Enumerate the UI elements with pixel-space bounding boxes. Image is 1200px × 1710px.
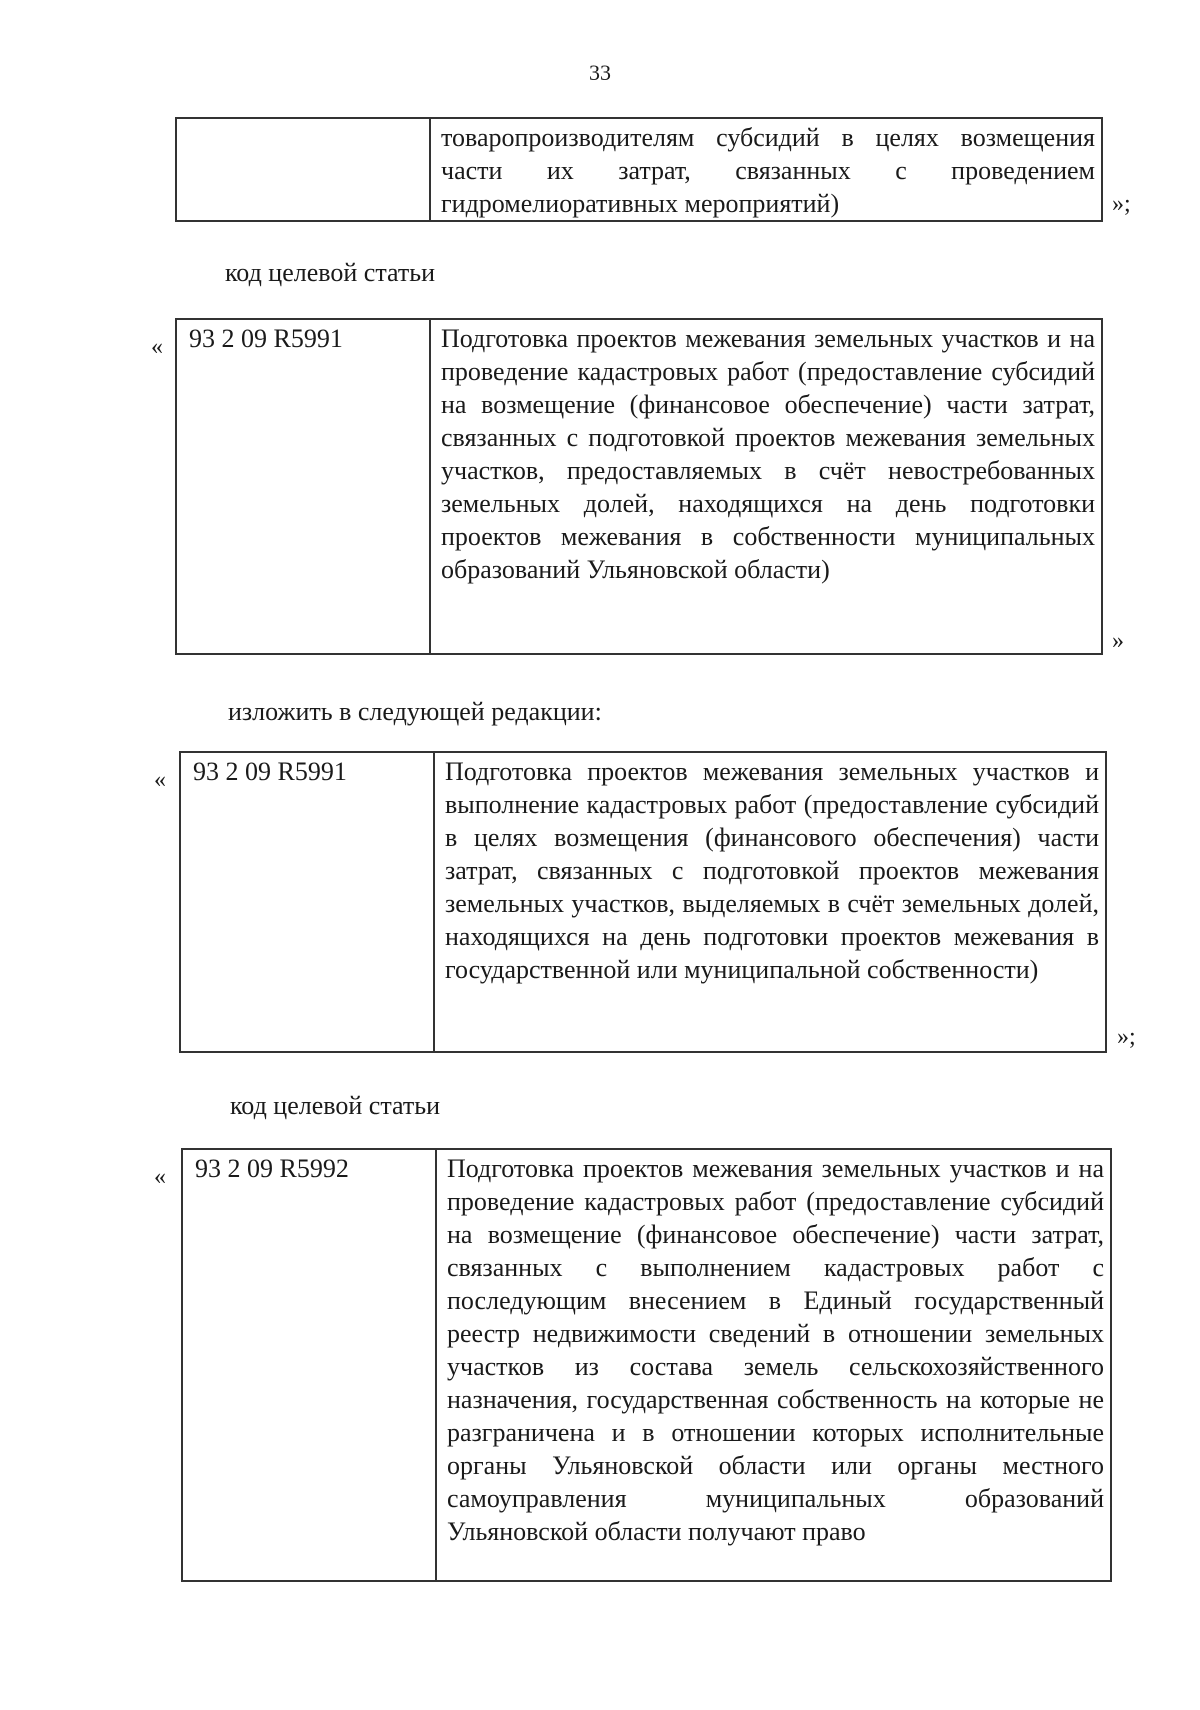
- description-cell: Подготовка проектов межевания земельных участков и выполнение кадастровых работ (предоставление субсидий в целях возмещения (финансового обеспечения) части затрат, связанных с подготовкой проектов межевания земельных участков, выделяемых в счёт земельных долей, находящихся на день подготовки проектов межевания в государственной или муниципальной собственности): [434, 752, 1106, 1052]
- table-row-r5991-new: [179, 751, 1107, 1053]
- code-cell: 93 2 09 R5992: [182, 1149, 436, 1581]
- closing-quote: »;: [1112, 191, 1131, 217]
- closing-quote: »;: [1117, 1024, 1136, 1050]
- closing-quote: »: [1112, 628, 1124, 654]
- code-cell: [176, 118, 430, 221]
- table-row-r5991-old: [175, 318, 1103, 655]
- opening-quote: «: [151, 334, 163, 360]
- target-article-code-label: код целевой статьи: [230, 1091, 440, 1120]
- opening-quote: «: [154, 767, 166, 793]
- description-cell: товаропроизводителям субсидий в целях возмещения части их затрат, связанных с проведением гидромелиоративных мероприятий): [430, 118, 1102, 221]
- table-row-r5992: [181, 1148, 1112, 1582]
- code-cell: 93 2 09 R5991: [176, 319, 430, 654]
- description-cell: Подготовка проектов межевания земельных участков и на проведение кадастровых работ (предоставление субсидий на возмещение (финансовое обеспечение) части затрат, связанных с подготовкой проектов межевания земельных участков, предоставляемых в счёт невостребованных земельных долей, находящихся на день подготовки проектов межевания в собственности муниципальных образований Ульяновской области): [430, 319, 1102, 654]
- table-row-continuation: [175, 117, 1103, 222]
- description-cell: Подготовка проектов межевания земельных участков и на проведение кадастровых работ (предоставление субсидий на возмещение (финансовое обеспечение) части затрат, связанных с выполнением кадастровых работ с последующим внесением в Единый государственный реестр недвижимости сведений в отношении земельных участков из состава земель сельскохозяйственного назначения, государственная собственность на которые не разграничена и в отношении которых исполнительные органы Ульяновской области или органы местного самоуправления муниципальных образований Ульяновской области получают право: [436, 1149, 1111, 1581]
- code-cell: 93 2 09 R5991: [180, 752, 434, 1052]
- target-article-code-label: код целевой статьи: [225, 258, 435, 287]
- new-wording-label: изложить в следующей редакции:: [228, 697, 602, 726]
- page-number: 33: [589, 60, 611, 85]
- opening-quote: «: [154, 1164, 166, 1190]
